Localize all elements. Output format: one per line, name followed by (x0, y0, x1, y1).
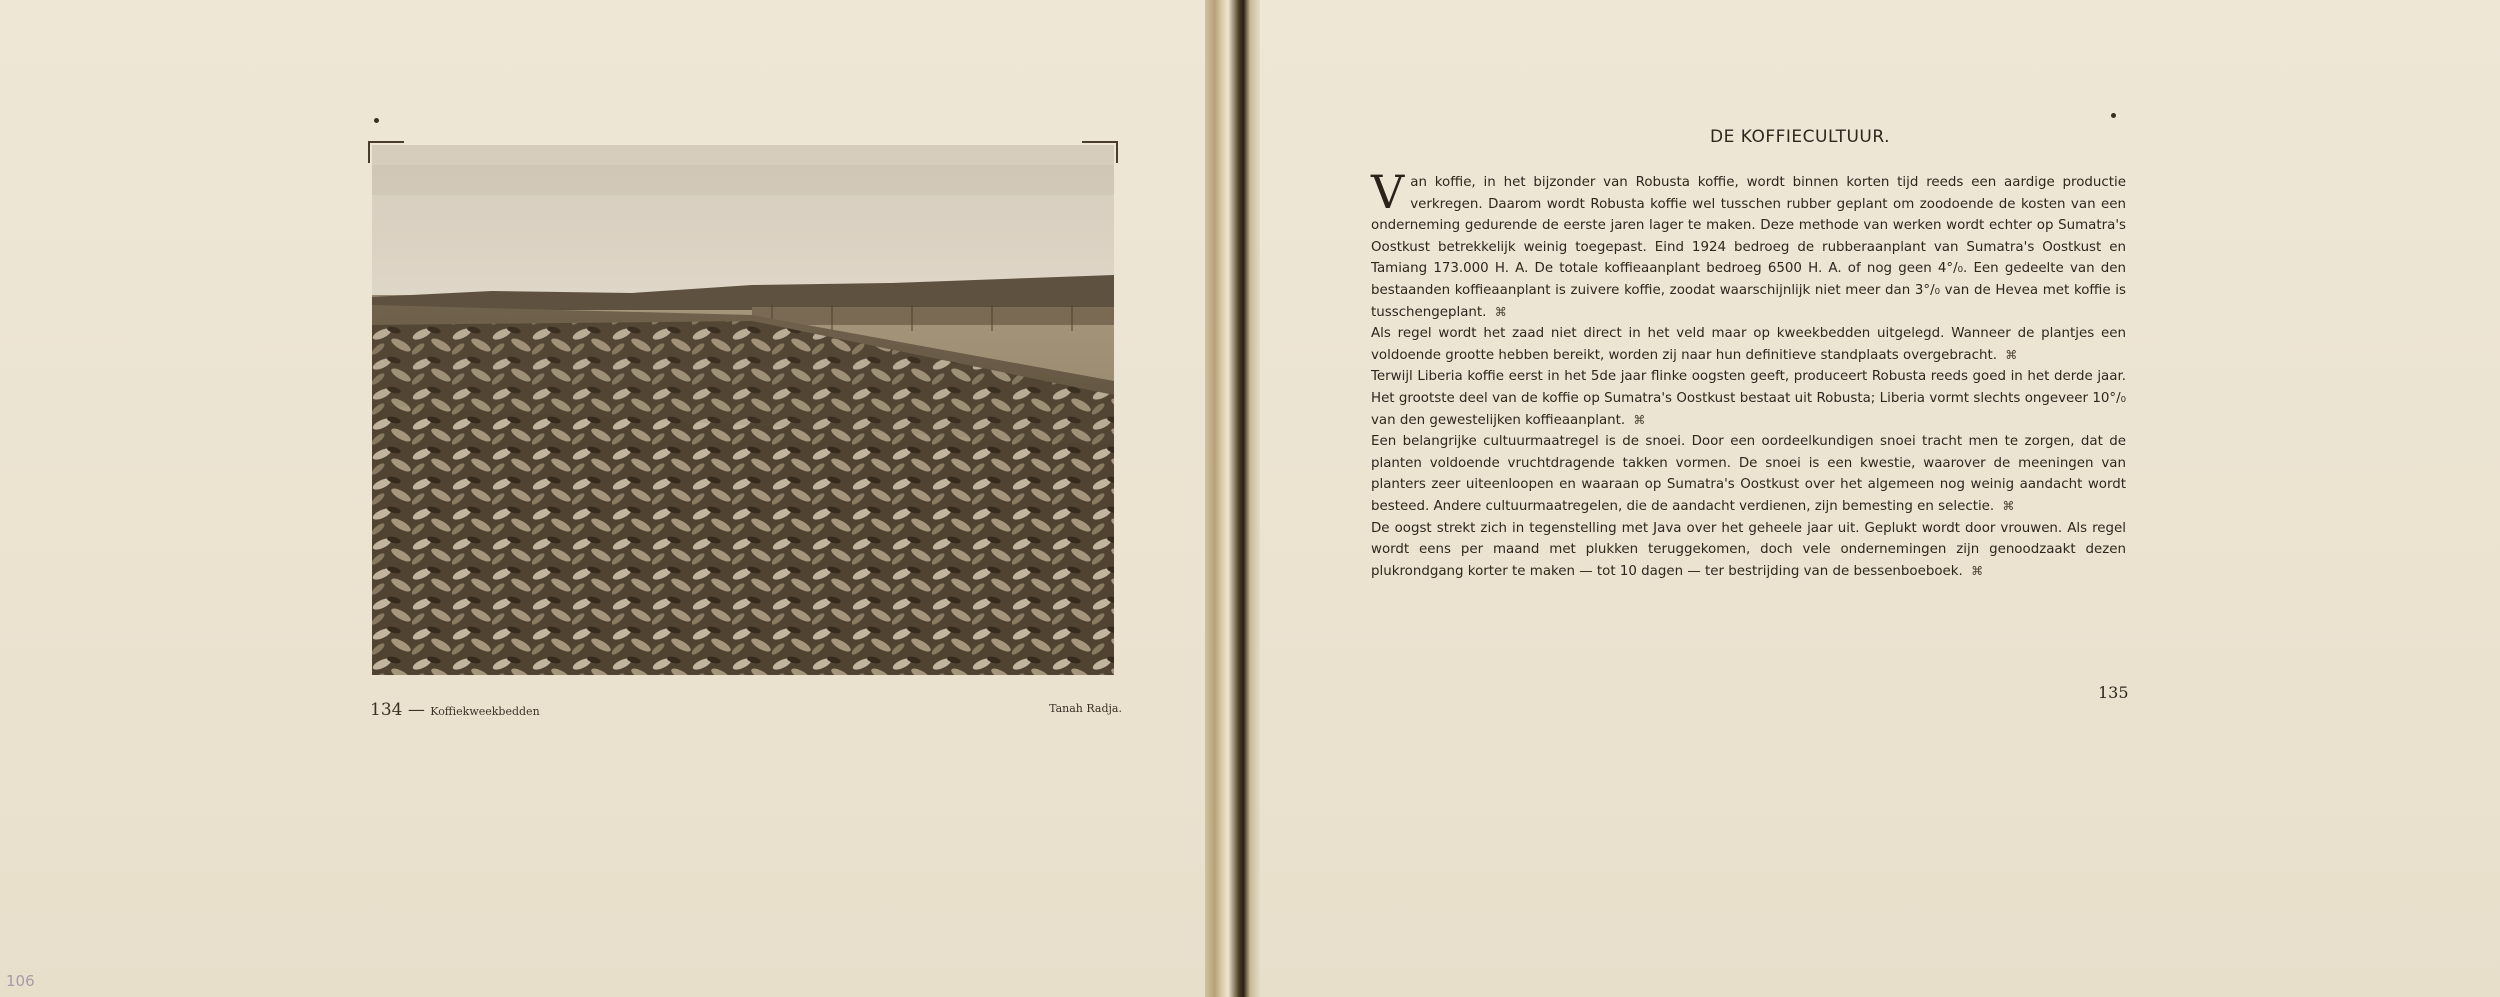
page-mark-dot (2111, 113, 2116, 118)
ornament-icon: ⌘ (1971, 563, 1984, 578)
ornament-icon: ⌘ (1494, 304, 1507, 319)
page-number: 135 (2098, 683, 2129, 702)
paragraph-text: De oogst strekt zich in tegenstelling met Java over het geheele jaar uit. Geplukt wordt door vrouwen. Als regel wordt eens per maand met plukken teruggekomen, doch vele ondernemingen zijn genoodzaakt dezen plukrondgang korter te maken — tot 10 dagen — ter bestrijding van de bessenboeboek. (1371, 520, 2126, 579)
paragraph-text: Terwijl Liberia koffie eerst in het 5de jaar flinke oogsten geeft, produceert Robusta reeds goed in het derde jaar. Het grootste deel van de koffie op Sumatra's Oostkust bestaat uit Robusta; Liberia vormt slechts ongeveer 10°/₀ van den gewestelijken koffieaanplant. (1371, 369, 2126, 428)
paragraph-text: an koffie, in het bijzonder van Robusta koffie, wordt binnen korten tijd reeds een aardige productie verkregen. Daarom wordt Robusta koffie wel tusschen rubber geplant om zoodoende de kosten van een onderneming gedurende de eerste jaren lager te maken. Deze methode van werken wordt echter op Sumatra's Oostkust betrekkelijk weinig toegepast. Eind 1924 bedroeg de rubberaanplant van Sumatra's Oostkust en Tamiang 173.000 H. A. De totale koffieaanplant bedroeg 6500 H. A. of nog geen 4°/₀. Een gedeelte van den bestaanden koffieaanplant is zuivere koffie, zoodat waarschijnlijk niet meer dan 3°/₀ van de Hevea met koffie is tusschengeplant. (1371, 175, 2126, 320)
ornament-icon: ⌘ (1633, 412, 1646, 427)
page-mark-dot (374, 118, 379, 123)
pencil-annotation: 106 (6, 972, 35, 990)
caption-location: Tanah Radja. (1049, 702, 1122, 715)
paragraph (1371, 366, 2126, 431)
caption-left (370, 700, 540, 720)
photo-mount (368, 141, 1118, 678)
paragraph (1371, 431, 2126, 517)
body-text (1371, 165, 2126, 582)
paragraph-text: Als regel wordt het zaad niet direct in het veld maar op kweekbedden uitgelegd. Wanneer de plantjes een voldoende grootte hebben bereikt, worden zij naar hun definitieve standplaats overgebracht. (1371, 326, 2126, 363)
paragraph-text: Een belangrijke cultuurmaatregel is de snoei. Door een oordeelkundigen snoei tracht men te zorgen, dat de planten voldoende vruchtdragende takken vormen. De snoei is een kwestie, waarover de meeningen van planters zeer uiteenloopen en waaraan op Sumatra's Oostkust over het algemeen nog weinig aandacht wordt besteed. Andere cultuurmaatregelen, die de aandacht verdienen, zijn bemesting en selectie. (1371, 434, 2126, 514)
caption-number: 134 — (370, 700, 425, 720)
paragraph (1371, 323, 2126, 366)
photo-caption (370, 700, 1122, 724)
chapter-heading: DE KOFFIECULTUUR. (1710, 127, 1890, 147)
coffee-nursery-photo (372, 145, 1114, 675)
paragraph (1371, 518, 2126, 583)
ornament-icon: ⌘ (2005, 347, 2018, 362)
caption-title: Koffiekweekbedden (430, 705, 540, 718)
drop-cap: V (1371, 165, 1405, 219)
book-gutter (1205, 0, 1260, 997)
paragraph (1371, 165, 2126, 323)
ornament-icon: ⌘ (2002, 498, 2015, 513)
